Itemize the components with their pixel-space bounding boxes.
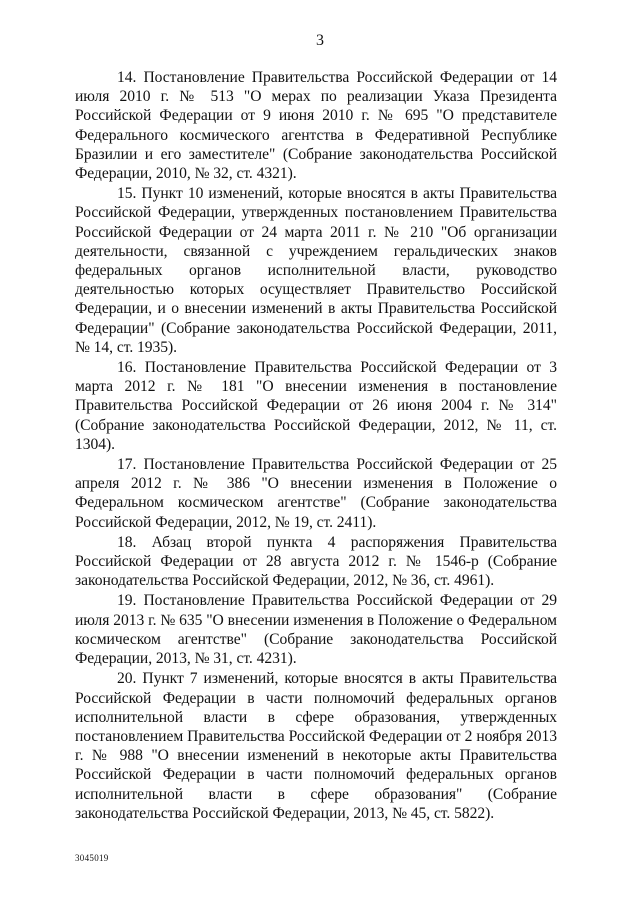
- paragraph-17: 17. Постановление Правительства Российской Федерации от 25 апреля 2012 г. № 386 "О внесении изменения в Положение о Федеральном космическом агентстве" (Собрание законодательства Российской Федерации, 2012, № 19, ст. 2411).: [75, 456, 557, 531]
- document-code: 3045019: [75, 853, 109, 863]
- paragraph-20: 20. Пункт 7 изменений, которые вносятся в акты Правительства Российской Федерации в части полномочий федеральных органов исполнительной власти в сфере образования, утвержденных постановлением Правительства Российской Федерации от 2 ноября 2013 г. № 988 "О внесении изменений в некоторые акты Правительства Российской Федерации в части полномочий федеральных органов исполнительной власти в сфере образования" (Собрание законодательства Российской Федерации, 2013, № 45, ст. 5822).: [75, 670, 557, 822]
- page-number: 3: [316, 32, 324, 49]
- paragraph-14: 14. Постановление Правительства Российской Федерации от 14 июля 2010 г. № 513 "О мерах по реализации Указа Президента Российской Федерации от 9 июня 2010 г. № 695 "О представителе Федерального космического агентства в Федеративной Республике Бразилии и его заместителе" (Собрание законодательства Российской Федерации, 2010, № 32, ст. 4321).: [75, 69, 557, 183]
- paragraph-19: 19. Постановление Правительства Российской Федерации от 29 июля 2013 г. № 635 "О внесении изменения в Положение о Федеральном космическом агентстве" (Собрание законодательства Российской Федерации, 2013, № 31, ст. 4231).: [75, 592, 557, 668]
- paragraph-16: 16. Постановление Правительства Российской Федерации от 3 марта 2012 г. № 181 "О внесении изменения в постановление Правительства Российской Федерации от 26 июня 2004 г. № 314" (Собрание законодательства Российской Федерации, 2012, № 11, ст. 1304).: [75, 359, 557, 453]
- document-body: [75, 68, 557, 823]
- paragraph-15: 15. Пункт 10 изменений, которые вносятся в акты Правительства Российской Федерации, утвержденных постановлением Правительства Российской Федерации от 24 марта 2011 г. № 210 "Об организации деятельности, связанной с учреждением геральдических знаков федеральных органов исполнительной власти, руководство деятельностью которых осуществляет Правительство Российской Федерации, и о внесении изменений в акты Правительства Российской Федерации" (Собрание законодательства Российской Федерации, 2011, № 14, ст. 1935).: [75, 185, 557, 356]
- paragraph-18: 18. Абзац второй пункта 4 распоряжения Правительства Российской Федерации от 28 августа 2012 г. № 1546-р (Собрание законодательства Российской Федерации, 2012, № 36, ст. 4961).: [75, 533, 557, 590]
